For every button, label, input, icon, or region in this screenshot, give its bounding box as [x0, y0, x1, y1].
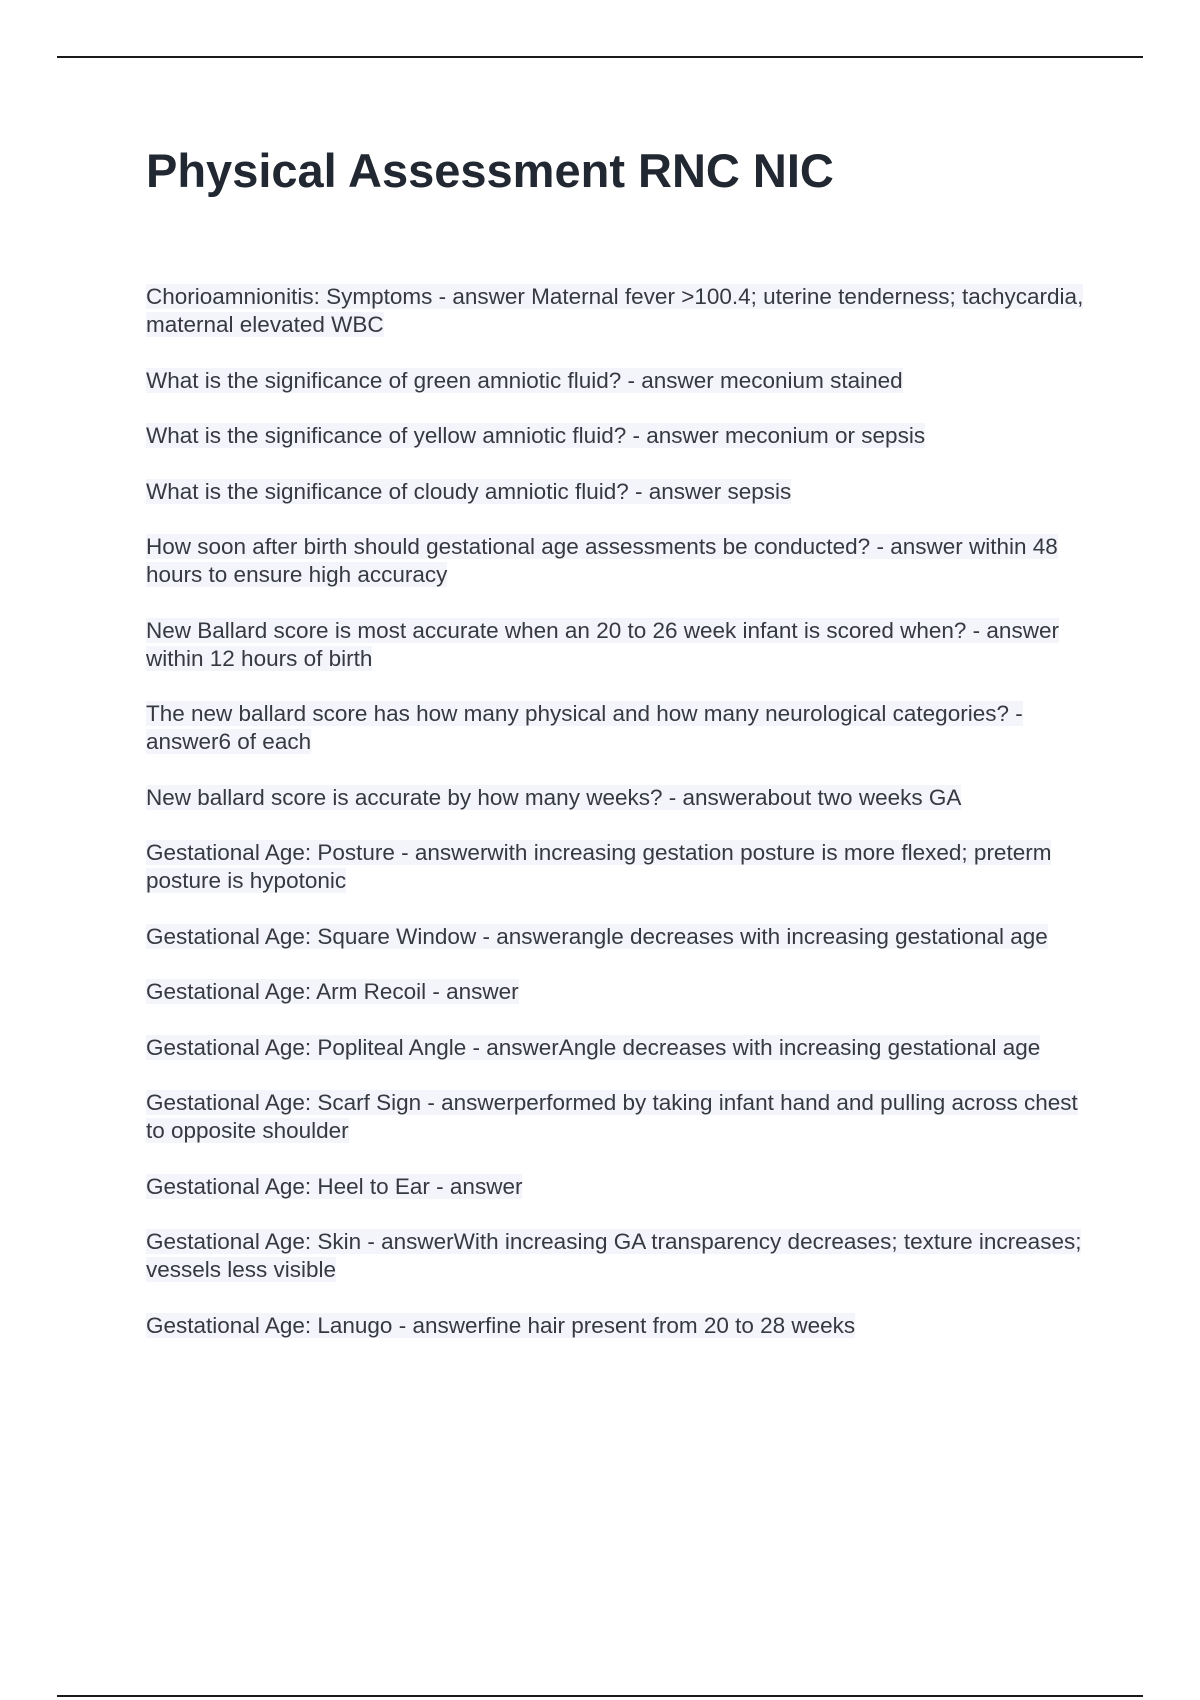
qa-item-6	[146, 617, 1096, 673]
bottom-rule	[57, 1695, 1143, 1697]
qa-text: Gestational Age: Arm Recoil - answer	[146, 979, 519, 1004]
qa-item-8	[146, 784, 1096, 812]
qa-text: Gestational Age: Skin - answerWith increasing GA transparency decreases; texture increases; vessels less visible	[146, 1229, 1082, 1282]
qa-item-9	[146, 839, 1096, 895]
qa-item-16	[146, 1312, 1096, 1340]
qa-item-7	[146, 700, 1096, 756]
qa-text: Gestational Age: Posture - answerwith increasing gestation posture is more flexed; preterm posture is hypotonic	[146, 840, 1052, 893]
qa-item-12	[146, 1034, 1096, 1062]
qa-text: Gestational Age: Heel to Ear - answer	[146, 1173, 523, 1199]
qa-item-3	[146, 422, 1096, 450]
qa-text: What is the significance of cloudy amniotic fluid? - answer sepsis	[146, 478, 792, 504]
qa-item-5	[146, 533, 1096, 589]
qa-text: Gestational Age: Scarf Sign - answerperformed by taking infant hand and pulling across chest to opposite shoulder	[146, 1090, 1078, 1143]
qa-text: The new ballard score has how many physical and how many neurological categories? - answer6 of each	[146, 701, 1023, 754]
qa-item-11	[146, 978, 1096, 1006]
page-title: Physical Assessment RNC NIC	[146, 144, 834, 197]
qa-text: Gestational Age: Square Window - answerangle decreases with increasing gestational age	[146, 923, 1048, 949]
qa-item-13	[146, 1089, 1096, 1145]
qa-item-15	[146, 1228, 1096, 1284]
qa-item-14	[146, 1173, 1096, 1201]
qa-text: New ballard score is accurate by how many weeks? - answerabout two weeks GA	[146, 784, 962, 810]
qa-text: How soon after birth should gestational age assessments be conducted? - answer within 48 hours to ensure high accuracy	[146, 534, 1058, 587]
qa-text: What is the significance of green amniotic fluid? - answer meconium stained	[146, 367, 903, 393]
qa-list	[146, 283, 1096, 1367]
qa-item-10	[146, 923, 1096, 951]
qa-text: Gestational Age: Popliteal Angle - answerAngle decreases with increasing gestational age	[146, 1034, 1041, 1060]
qa-text: What is the significance of yellow amniotic fluid? - answer meconium or sepsis	[146, 423, 926, 448]
qa-text: Gestational Age: Lanugo - answerfine hair present from 20 to 28 weeks	[146, 1312, 856, 1338]
top-rule	[57, 56, 1143, 58]
qa-text: Chorioamnionitis: Symptoms - answer Maternal fever >100.4; uterine tenderness; tachycardia, maternal elevated WBC	[146, 284, 1084, 337]
qa-item-1	[146, 283, 1096, 339]
qa-item-4	[146, 478, 1096, 506]
qa-item-2	[146, 367, 1096, 395]
qa-text: New Ballard score is most accurate when an 20 to 26 week infant is scored when? - answer within 12 hours of birth	[146, 617, 1059, 671]
